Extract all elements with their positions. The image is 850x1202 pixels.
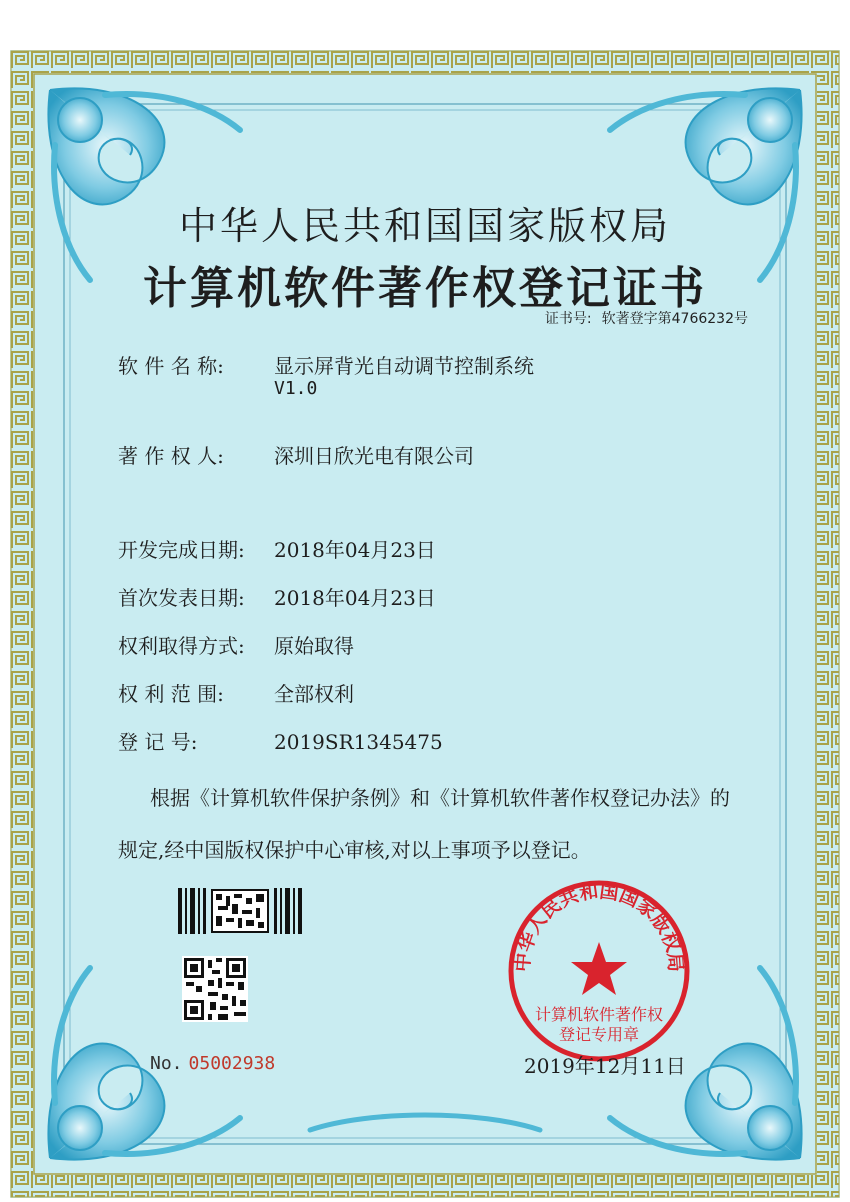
certificate-number xyxy=(535,308,748,328)
field-publication-date xyxy=(118,582,436,611)
serial-value: 05002938 xyxy=(188,1053,276,1074)
field-value: 2018年04月23日 xyxy=(274,538,436,562)
serial-number xyxy=(150,1053,275,1074)
field-rights-scope xyxy=(118,678,354,707)
field-label: 著 作 权 人: xyxy=(118,444,224,468)
statement-line-2: 规定,经中国版权保护中心审核,对以上事项予以登记。 xyxy=(118,838,591,862)
qr-code-icon xyxy=(182,956,248,1022)
certificate-number-label: 证书号: xyxy=(544,311,592,327)
field-label: 开发完成日期: xyxy=(118,538,245,562)
field-acquisition-method xyxy=(118,630,354,659)
field-value: 显示屏背光自动调节控制系统 xyxy=(274,354,534,378)
star-icon xyxy=(571,942,627,995)
field-value: 2019SR1345475 xyxy=(274,730,443,754)
barcode-icon xyxy=(178,888,302,934)
serial-prefix: No. xyxy=(150,1053,183,1074)
field-value: 深圳日欣光电有限公司 xyxy=(274,444,474,468)
seal-ring-text: 中华人民共和国国家版权局 xyxy=(511,880,687,973)
field-value: 原始取得 xyxy=(274,634,354,658)
field-software-name xyxy=(118,350,534,379)
issue-date: 2019年12月11日 xyxy=(524,1054,686,1078)
statement-line-1: 根据《计算机软件保护条例》和《计算机软件著作权登记办法》的 xyxy=(150,786,730,810)
field-label: 登 记 号: xyxy=(118,730,198,754)
field-value: 全部权利 xyxy=(274,682,354,706)
field-label: 软 件 名 称: xyxy=(118,354,224,378)
field-development-date xyxy=(118,534,436,563)
certificate-number-value: 软著登字第4766232号 xyxy=(601,311,748,327)
seal-line-2: 登记专用章 xyxy=(558,1025,640,1044)
seal-line-1: 计算机软件著作权 xyxy=(534,1005,664,1024)
official-seal xyxy=(504,876,694,1066)
field-value: 2018年04月23日 xyxy=(274,586,436,610)
field-label: 首次发表日期: xyxy=(118,586,245,610)
field-copyright-owner xyxy=(118,440,474,469)
certificate xyxy=(10,50,840,1198)
field-label: 权 利 范 围: xyxy=(118,682,224,706)
software-version: V1.0 xyxy=(274,378,318,399)
field-label: 权利取得方式: xyxy=(118,634,245,658)
certificate-title: 计算机软件著作权登记证书 xyxy=(143,263,707,314)
field-registration-number xyxy=(118,726,443,755)
issuer-title: 中华人民共和国国家版权局 xyxy=(178,204,671,248)
